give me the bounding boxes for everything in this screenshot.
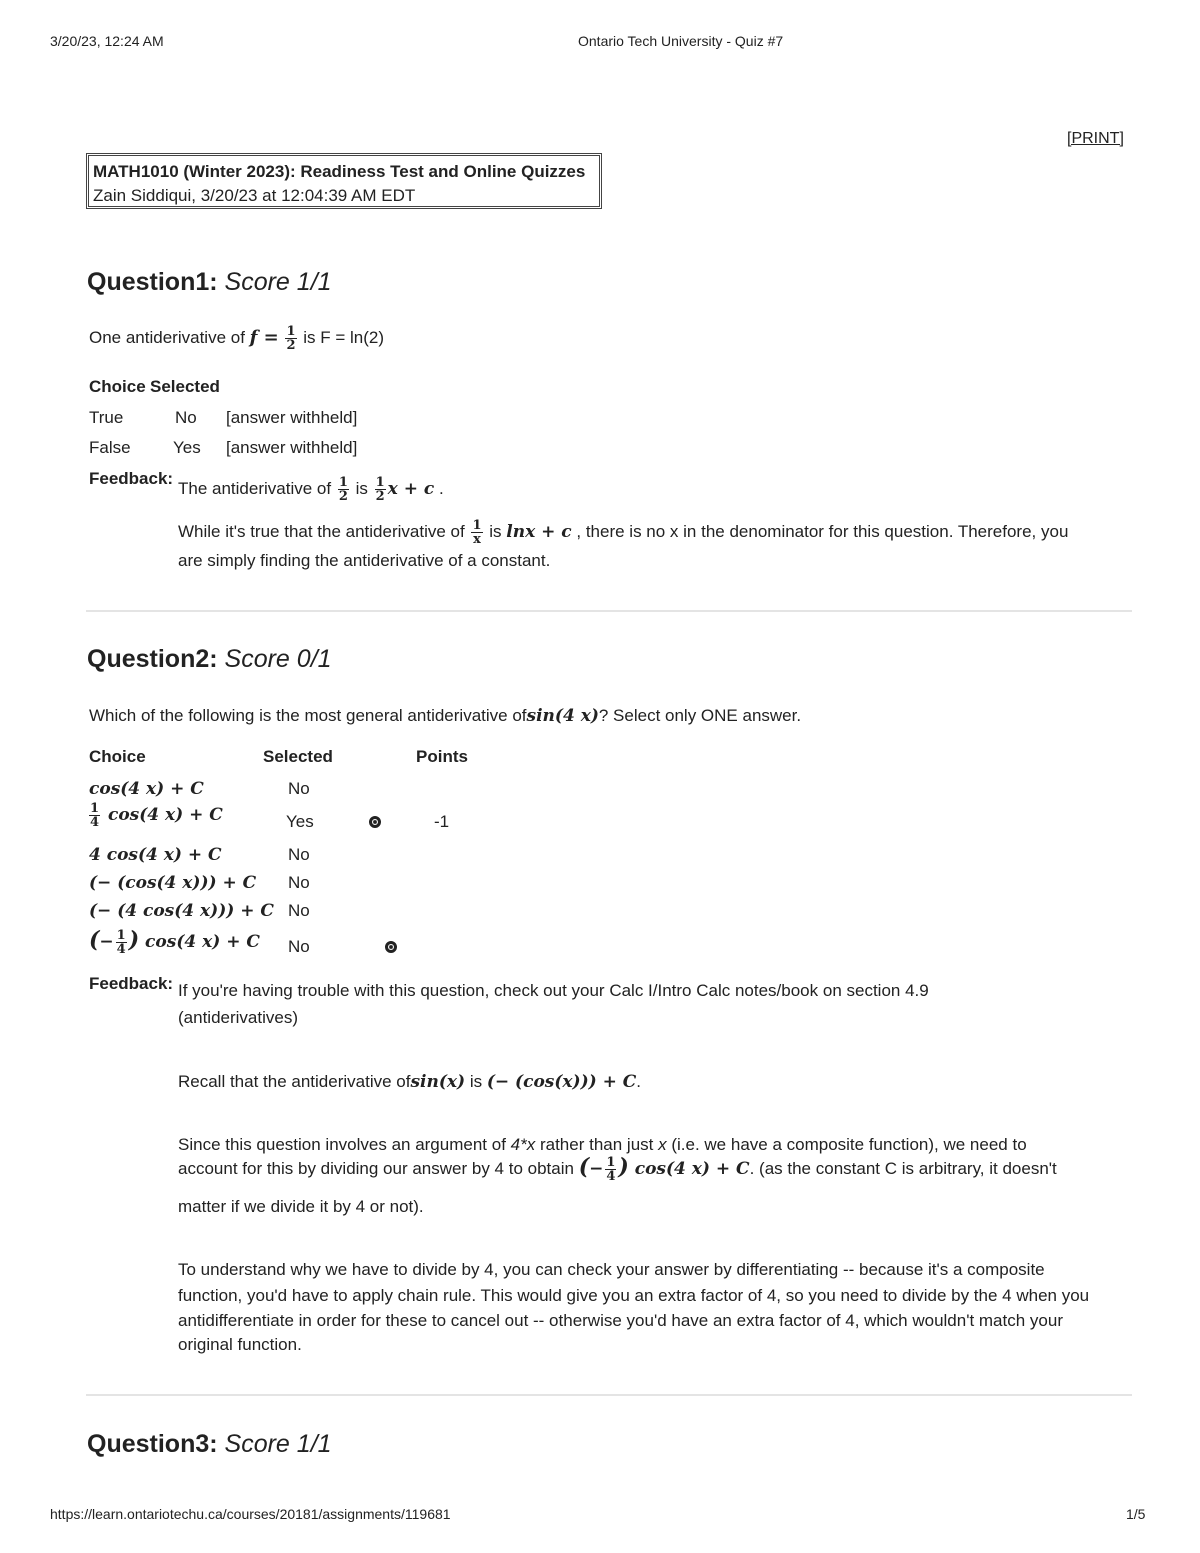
q2-head-choice: Choice [89, 747, 146, 766]
math-f-equals: f = [249, 326, 279, 348]
q2-feedback-line3: Since this question involves an argument of 4*x rather than just x (i.e. we have a composite function), we need to [178, 1135, 1027, 1154]
q2-feedback-line4: account for this by dividing our answer by 4 to obtain (− $\frac{1}{4}$ ) cos(4 x) + C. (as the constant C is arbitrary, it doesn't [178, 1154, 1057, 1185]
q2-choice-selected: No [288, 937, 310, 956]
question-1-label: Question1: [87, 268, 218, 296]
q2-feedback-label: Feedback: [89, 974, 174, 993]
q2-choice-selected: Yes [286, 812, 314, 831]
incorrect-icon [385, 941, 397, 953]
question-1-score: Score 1/1 [224, 268, 332, 296]
course-title: MATH1010 (Winter 2023): Readiness Test and Online Quizzes [93, 162, 586, 181]
question-2-prompt: Which of the following is the most general antiderivative ofsin(4 x)? Select only ONE answer. [89, 706, 802, 726]
q2-feedback-line5: matter if we divide it by 4 or not). [178, 1197, 424, 1216]
print-datetime: 3/20/23, 12:24 AM [50, 33, 164, 49]
math-fraction: $\frac{1}{2}$ [375, 475, 385, 504]
question-3-label: Question3: [87, 1430, 218, 1458]
q2-feedback-line1: If you're having trouble with this question, check out your Calc I/Intro Calc notes/book on section 4.9 [178, 981, 929, 1000]
math-fraction: $\frac{1}{x}$ [472, 518, 482, 547]
q2-choice-selected: No [288, 779, 310, 798]
question-2-score: Score 0/1 [224, 645, 332, 673]
q1-feedback-line1: The antiderivative of $\frac{1}{2}$ is $\frac{1}{2}$ x + c . [178, 475, 444, 504]
print-url: https://learn.ontariotechu.ca/courses/20181/assignments/119681 [50, 1506, 451, 1522]
q1-head-selected: Selected [150, 377, 220, 396]
math-fraction: $\frac{1}{2}$ [338, 475, 348, 504]
q1-row-selected: Yes [173, 438, 201, 457]
question-3-score: Score 1/1 [224, 1430, 332, 1458]
course-info-box [86, 153, 602, 209]
q1-row-answer: [answer withheld] [226, 408, 358, 427]
q2-feedback-line2: Recall that the antiderivative ofsin(x) is (− (cos(x))) + C. [178, 1072, 642, 1092]
q2-choice-selected: No [288, 873, 310, 892]
q2-choice-2: $\frac{1}{4}$ cos(4 x) + C [90, 801, 223, 830]
q1-row-choice: False [89, 438, 131, 457]
q2-choice-3: 4 cos(4 x) + C [89, 845, 222, 865]
q2-choice-selected: No [288, 845, 310, 864]
question-2-title [87, 645, 332, 674]
q1-feedback-line2: While it's true that the antiderivative of $\frac{1}{x}$ is lnx + c , there is no x in the denominator for this question. Therefore, you [178, 518, 1069, 547]
question-1-prompt: One antiderivative of f = $\frac{1}{2}$ is F = ln(2) [89, 324, 385, 353]
q2-head-points: Points [416, 747, 468, 766]
q2-choice-4: (− (cos(4 x))) + C [89, 873, 257, 893]
math-expression: lnx + c [506, 521, 572, 542]
print-link[interactable]: [PRINT] [1067, 130, 1124, 147]
math-fraction: $\frac{1}{4}$ [90, 801, 100, 830]
q2-feedback-para-line: To understand why we have to divide by 4, you can check your answer by differentiating -- because it's a composite [178, 1260, 1045, 1279]
q2-choice-points: -1 [434, 812, 450, 831]
math-expression: x + c [387, 478, 435, 499]
q1-row-choice: True [89, 408, 124, 427]
math-expression: sin(4 x) [526, 706, 599, 726]
math-fraction: $\frac{1}{4}$ [606, 1155, 616, 1185]
divider [86, 1394, 1132, 1396]
q1-feedback-line3: are simply finding the antiderivative of a constant. [178, 551, 551, 570]
q2-choice-selected: No [288, 901, 310, 920]
q2-feedback-para-line: function, you'd have to apply chain rule. This would give you an extra factor of 4, so you need to divide by the 4 when you [178, 1286, 1090, 1305]
q1-head-choice: Choice [89, 377, 146, 396]
q1-row-selected: No [175, 408, 197, 427]
q2-head-selected: Selected [263, 747, 333, 766]
math-fraction: $\frac{1}{4}$ [116, 928, 126, 958]
q2-feedback-line1b: (antiderivatives) [178, 1008, 298, 1027]
q1-feedback-label: Feedback: [89, 469, 174, 488]
incorrect-icon [369, 816, 381, 828]
question-1-title [87, 268, 332, 297]
q1-row-answer: [answer withheld] [226, 438, 358, 457]
math-fraction: $\frac{1}{2}$ [286, 324, 296, 353]
print-page-title: Ontario Tech University - Quiz #7 [578, 33, 784, 49]
q2-feedback-para-line: antidifferentiate in order for these to cancel out -- otherwise you'd have an extra factor of 4, which wouldn't match your [178, 1311, 1063, 1330]
question-3-title [87, 1430, 332, 1459]
question-2-label: Question2: [87, 645, 218, 673]
q2-choice-5: (− (4 cos(4 x))) + C [89, 901, 274, 921]
q2-feedback-para-line: original function. [178, 1335, 302, 1354]
print-page-number: 1/5 [1126, 1506, 1146, 1522]
q2-choice-1: cos(4 x) + C [89, 779, 204, 799]
divider [86, 610, 1132, 612]
q2-choice-6: (− $\frac{1}{4}$ ) cos(4 x) + C [89, 927, 260, 958]
student-line: Zain Siddiqui, 3/20/23 at 12:04:39 AM EDT [93, 186, 416, 205]
